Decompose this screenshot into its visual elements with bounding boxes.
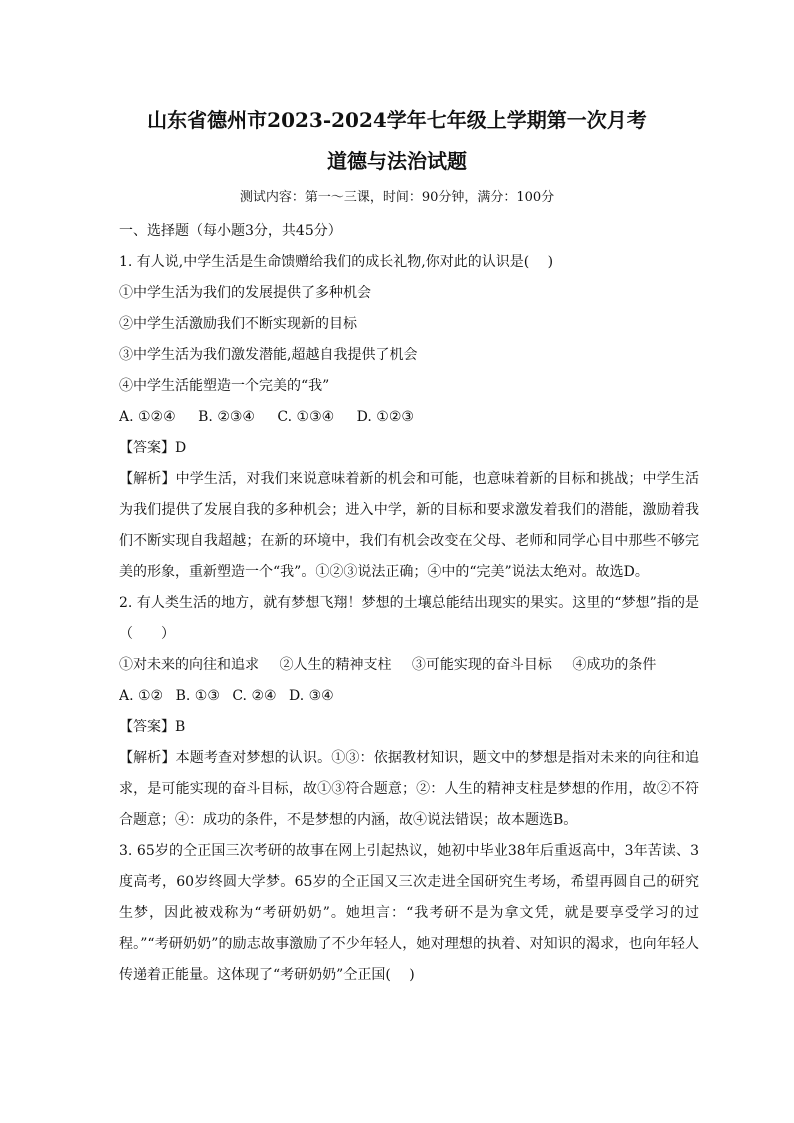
statement: ②人生的精神支柱 — [279, 657, 392, 673]
option-a: A. ①②④ — [119, 409, 176, 425]
option-b: B. ①③ — [175, 688, 220, 704]
analysis-label: 【解析】 — [119, 750, 176, 766]
analysis-block — [119, 743, 699, 836]
statement: ①对未来的向往和追求 — [119, 657, 259, 673]
option-a: A. ①② — [119, 688, 164, 704]
question-stem: 1. 有人说,中学生活是生命馈赠给我们的成长礼物,你对此的认识是( ) — [119, 254, 554, 270]
analysis-label: 【解析】 — [119, 471, 176, 487]
analysis-text: 中学生活，对我们来说意味着新的机会和可能，也意味着新的目标和挑战；中学生活为我们提供了发展自我的多种机会；进入中学，新的目标和要求激发着我们的潜能，激励着我们不断实现自我超越；在新的环境中，我们有机会改变在父母、老师和同学心目中那些不够完美的形象，重新塑造一个“我”。①②③说法正确；④中的“完美”说法太绝对。故选D。 — [119, 471, 700, 580]
statement: ④中学生活能塑造一个完美的“我” — [119, 378, 330, 394]
answer-options — [119, 402, 699, 433]
document-title: 山东省德州市2023-2024学年七年级上学期第一次月考 — [147, 108, 647, 132]
document-body — [119, 216, 699, 991]
answer-line — [119, 712, 699, 743]
question-1 — [119, 247, 699, 588]
answer-value: B — [175, 719, 186, 735]
option-d: D. ①②③ — [356, 409, 414, 425]
statement: ④成功的条件 — [572, 657, 657, 673]
option-c: C. ①③④ — [277, 409, 335, 425]
option-d: D. ③④ — [289, 688, 334, 704]
statement-line — [119, 650, 699, 681]
test-info: 测试内容：第一～三课，时间：90分钟，满分：100分 — [239, 190, 555, 205]
question-2 — [119, 588, 699, 836]
analysis-block — [119, 464, 699, 588]
question-stem: 2. 有人类生活的地方，就有梦想飞翔！梦想的土壤总能结出现实的果实。这里的“梦想”指的是（ ） — [119, 595, 699, 642]
section-heading: 一、选择题（每小题3分，共45分） — [119, 223, 342, 239]
answer-line — [119, 433, 699, 464]
option-c: C. ②④ — [232, 688, 277, 704]
answer-value: D — [175, 440, 187, 456]
statement: ③中学生活为我们激发潜能,超越自我提供了机会 — [119, 347, 418, 363]
statement: ①中学生活为我们的发展提供了多种机会 — [119, 285, 371, 301]
answer-options — [119, 681, 699, 712]
question-stem: 3. 65岁的仝正国三次考研的故事在网上引起热议，她初中毕业38年后重返高中，3年苦读、3度高考，60岁终圆大学梦。65岁的仝正国又三次走进全国研究生考场，希望再圆自己的研究生梦，因此被戏称为“考研奶奶”。她坦言：“我考研不是为拿文凭，就是要享受学习的过程。”“考研奶奶”的励志故事激励了不少年轻人，她对理想的执着、对知识的渴求，也向年轻人传递着正能量。这体现了“考研奶奶”仝正国( ) — [119, 843, 699, 983]
answer-label: 【答案】 — [119, 440, 175, 456]
statement: ③可能实现的奋斗目标 — [411, 657, 552, 673]
option-b: B. ②③④ — [198, 409, 255, 425]
document-subtitle: 道德与法治试题 — [327, 149, 467, 173]
answer-label: 【答案】 — [119, 719, 175, 735]
question-3 — [119, 836, 699, 991]
analysis-text: 本题考查对梦想的认识。①③：依据教材知识，题文中的梦想是指对未来的向往和追求，是可能实现的奋斗目标，故①③符合题意；②：人生的精神支柱是梦想的作用，故②不符合题意；④：成功的条件，不是梦想的内涵，故④说法错误；故本题选B。 — [119, 750, 700, 828]
statement: ②中学生活激励我们不断实现新的目标 — [119, 316, 357, 332]
